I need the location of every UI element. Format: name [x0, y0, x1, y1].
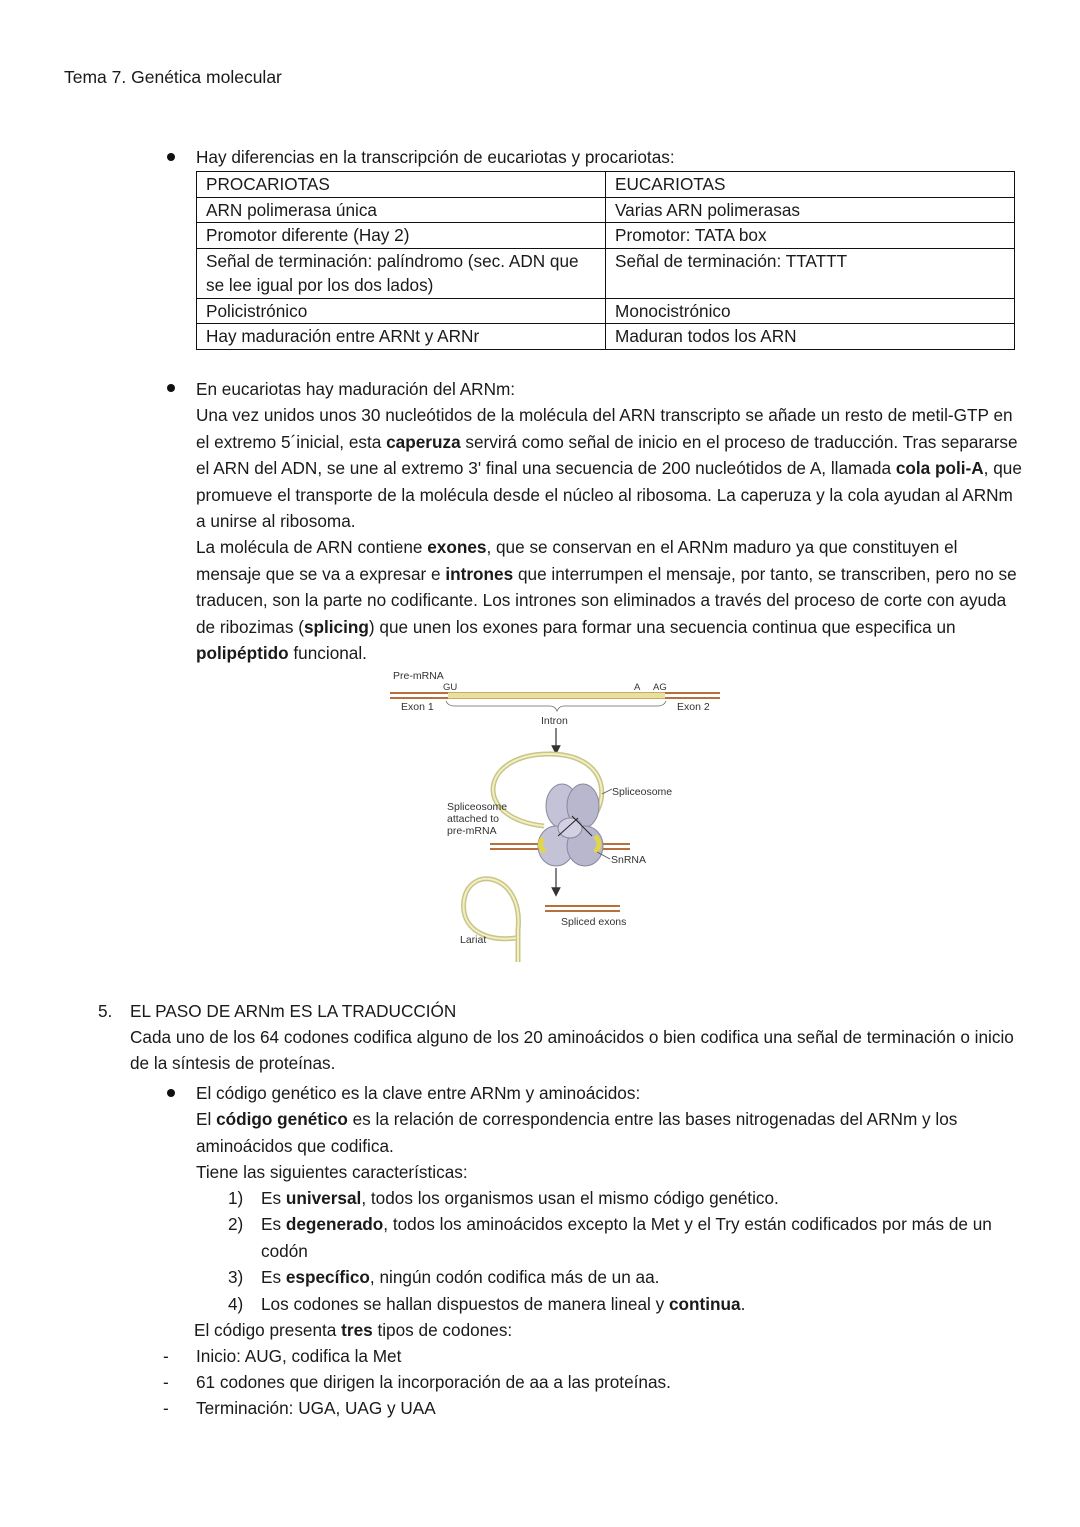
bullet-dot [167, 384, 175, 392]
intron-label: Intron [541, 715, 568, 727]
table-cell: Maduran todos los ARN [606, 324, 1015, 350]
ag-label: AG [653, 682, 667, 693]
pre-mrna-label: Pre-mRNA [393, 670, 444, 682]
spliceosome-complex [490, 754, 630, 866]
page-header: Tema 7. Genética molecular [64, 67, 282, 87]
attached-label-line1: Spliceosome [447, 801, 508, 813]
table-row [197, 324, 1015, 350]
table-cell: ARN polimerasa única [197, 197, 606, 223]
list-item: 2) Es degenerado, todos los aminoácidos excepto la Met y el Try están codificados por más de un codón [228, 1214, 992, 1261]
dash-marker: - [163, 1398, 169, 1418]
maturation-section [196, 376, 1026, 666]
section-title: EL PASO DE ARNm ES LA TRADUCCIÓN [130, 1001, 457, 1021]
attached-label-line3: pre-mRNA [447, 825, 497, 837]
table-cell: Varias ARN polimerasas [606, 197, 1015, 223]
table-header-cell: EUCARIOTAS [606, 172, 1015, 198]
transcription-intro: Hay diferencias en la transcripción de eucariotas y procariotas: [196, 147, 675, 167]
table-cell: Promotor: TATA box [606, 223, 1015, 249]
codon-type-item: Inicio: AUG, codifica la Met [196, 1346, 402, 1366]
genetic-code-definition: El código genético es la relación de correspondencia entre las bases nitrogenadas del ARNm y los aminoácidos que codifica. [196, 1109, 958, 1156]
lariat-label: Lariat [460, 934, 487, 946]
codon-type-item: Terminación: UGA, UAG y UAA [196, 1398, 436, 1418]
table-cell: Hay maduración entre ARNt y ARNr [197, 324, 606, 350]
table-cell: Promotor diferente (Hay 2) [197, 223, 606, 249]
genetic-code-block [196, 1080, 1026, 1186]
spliced-exons-label: Spliced exons [561, 916, 627, 928]
section-number: 5. [98, 1001, 113, 1021]
bullet-dot [167, 153, 175, 161]
gu-label: GU [443, 682, 458, 693]
exon2-label: Exon 2 [677, 701, 710, 713]
intron-brace [446, 701, 666, 711]
list-item: 1) Es universal, todos los organismos usan el mismo código genético. [228, 1188, 779, 1208]
table-row [197, 197, 1015, 223]
snrna-label: SnRNA [611, 854, 647, 866]
table-cell: Señal de terminación: palíndromo (sec. ADN que se lee igual por los dos lados) [197, 248, 606, 298]
bullet-dot [167, 1089, 175, 1097]
dash-marker: - [163, 1346, 169, 1366]
spliceosome-label: Spliceosome [612, 786, 673, 798]
table-header-cell: PROCARIOTAS [197, 172, 606, 198]
table-row [197, 223, 1015, 249]
codon-types-intro: El código presenta tres tipos de codones: [194, 1320, 513, 1340]
maturation-heading: En eucariotas hay maduración del ARNm: [196, 379, 516, 399]
maturation-paragraph-1: Una vez unidos unos 30 nucleótidos de la molécula del ARN transcripto se añade un resto de metil-GTP en el extremo 5´inicial, esta caperuza servirá como señal de inicio en el proceso de traducción. Tras separarse el ARN del ADN, se une al extremo 3' final una secuencia de 200 nucleótidos de A, llamada cola poli-A, que promueve el transporte de la molécula desde el núcleo al ribosoma. La caperuza y la cola ayudan al ARNm a unirse al ribosoma. [196, 405, 1022, 532]
spliced-exons-strand [545, 906, 620, 911]
genetic-code-heading: El código genético es la clave entre ARNm y aminoácidos: [196, 1083, 641, 1103]
splicing-diagram [380, 668, 730, 968]
table-cell: Señal de terminación: TTATTT [606, 248, 1015, 298]
list-item: 3) Es específico, ningún codón codifica más de un aa. [228, 1267, 660, 1288]
pre-mrna-strand [390, 693, 720, 698]
list-item: 4) Los codones se hallan dispuestos de manera lineal y continua. [228, 1293, 746, 1314]
table-cell: Monocistrónico [606, 298, 1015, 324]
features-intro: Tiene las siguientes características: [196, 1162, 468, 1183]
dash-marker: - [163, 1372, 169, 1392]
maturation-paragraph-2: La molécula de ARN contiene exones, que se conservan en el ARNm maduro ya que constituyen el mensaje que se va a expresar e intrones que interrumpen el mensaje, por tanto, se transcriben, pero no se traducen, son la parte no codificante. Los intrones son eliminados a través del proceso de corte con ayuda de ribozimas (splicing) que unen los exones para formar una secuencia continua que especifica un polipéptido funcional. [196, 537, 1017, 664]
section-intro: Cada uno de los 64 codones codifica alguno de los 20 aminoácidos o bien codifica una señal de terminación o inicio de la síntesis de proteínas. [130, 1027, 1014, 1074]
exon1-label: Exon 1 [401, 701, 434, 713]
features-list [228, 1185, 1018, 1317]
codon-type-item: 61 codones que dirigen la incorporación de aa a las proteínas. [196, 1372, 671, 1392]
table-cell: Policistrónico [197, 298, 606, 324]
a-label: A [634, 682, 641, 693]
attached-label-line2: attached to [447, 813, 499, 825]
comparison-table [196, 171, 1015, 350]
table-row [197, 248, 1015, 298]
table-row [197, 298, 1015, 324]
table-header-row [197, 172, 1015, 198]
